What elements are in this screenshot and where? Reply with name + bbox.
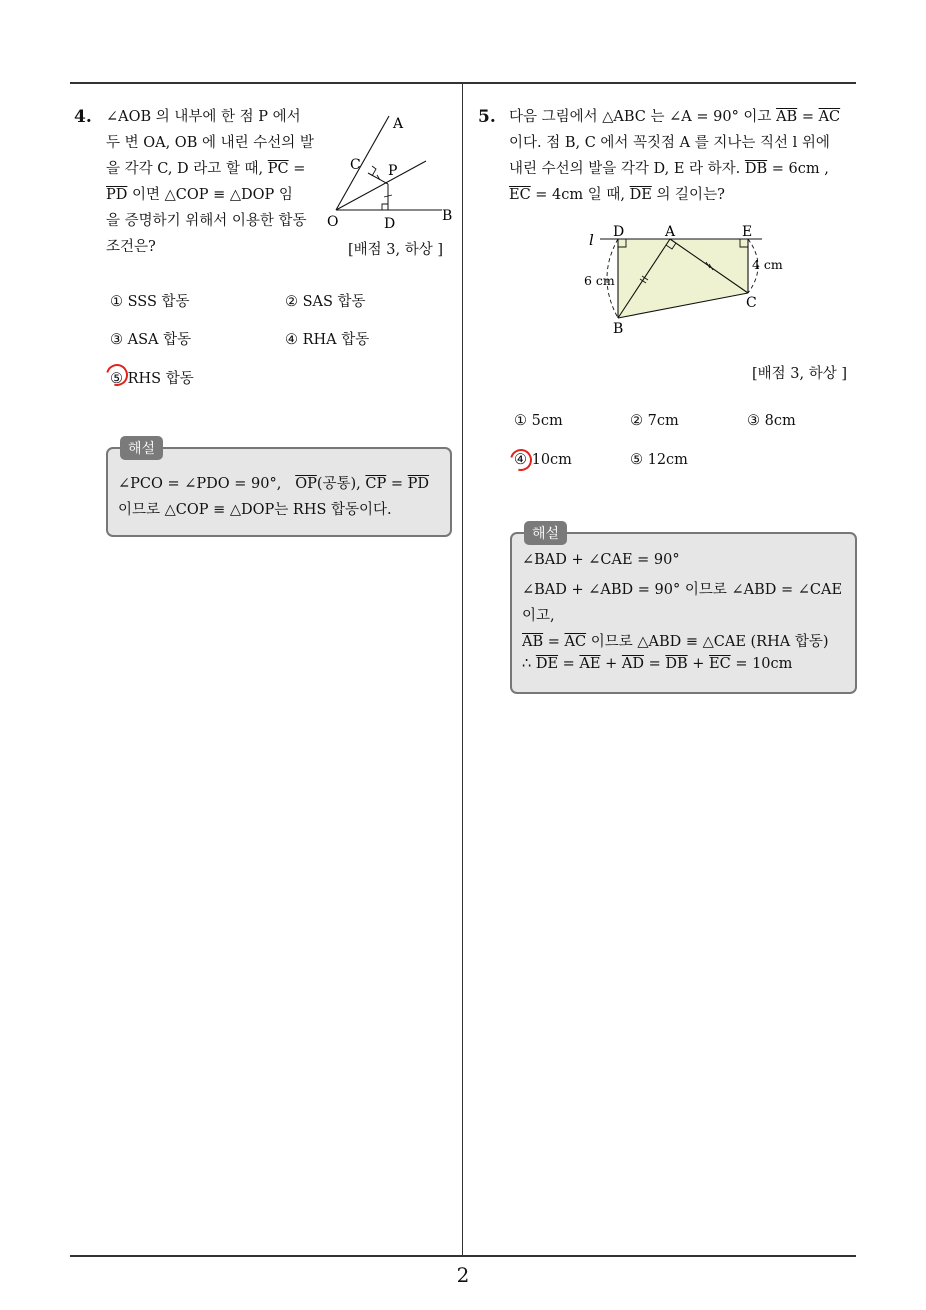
q4-line-3: 을 각각 C, D 라고 할 때, $\overline{PC}$ = [106,161,306,177]
label-l: l [589,231,594,249]
question-4-number: 4. [74,107,92,127]
q5-choice-4[interactable]: ④ 10cm [514,452,572,468]
q4-line-5: 을 증명하기 위해서 이용한 합동 [106,213,307,229]
trapezoid-fill [618,239,748,318]
q4-choice-2[interactable]: ② SAS 합동 [285,294,366,310]
label-a: A [393,116,404,132]
q5-solution-line-4: $\overline{AB} = \overline{AC}$ 이므로 △ABD ≡ △CAE (RHA 합동) [522,634,829,650]
column-divider [462,83,463,1256]
q5-line-2: 이다. 점 B, C 에서 꼭짓점 A 를 지나는 직선 l 위에 [509,135,830,151]
q5-line-4: $\overline{EC} = 4cm$ 일 때, $\overline{DE}$ 의 길이는? [509,187,725,203]
q4-line-1: ∠AOB 의 내부에 한 점 P 에서 [106,109,301,125]
q4-line-2: 두 변 OA, OB 에 내린 수선의 발 [106,135,314,151]
label-p: P [388,163,398,179]
label-b: B [613,321,624,337]
q4-choice-4[interactable]: ④ RHA 합동 [285,332,370,348]
q4-line-6: 조건은? [106,239,156,255]
label-a: A [665,224,676,240]
q5-solution-line-5: ∴ $\overline{DE} = \overline{AE} + \overline{AD} = \overline{DB} + \overline{EC} = 10cm$ [522,656,793,672]
q5-choice-1[interactable]: ① 5cm [514,413,563,429]
label-c: C [350,157,361,173]
question-5-number: 5. [478,107,496,127]
q4-line-4: $\overline{PD}$ 이면 △COP ≡ △DOP 임 [106,187,293,203]
q4-meta: [배점 3, 하상 ] [348,242,444,258]
question-4-text [106,104,316,260]
perp-pc [368,173,388,184]
q4-solution-line-1: ∠PCO = ∠PDO = 90°, $\overline{OP}$(공통), $\overline{CP} = \overline{PD}$ [118,476,430,492]
q4-choice-1[interactable]: ① SSS 합동 [110,294,190,310]
question-5-text [509,104,859,208]
q4-figure [322,104,462,234]
page-number: 2 [456,1263,470,1287]
bottom-rule [70,1255,856,1257]
q4-solution-line-2: 이므로 △COP ≡ △DOP는 RHS 합동이다. [118,502,392,518]
label-6cm: 6 cm [584,273,615,288]
q4-solution-tag: 해설 [120,436,163,460]
q5-choice-2[interactable]: ② 7cm [630,413,679,429]
label-d: D [613,224,625,240]
label-d: D [384,216,396,232]
q5-line-1: 다음 그림에서 △ABC 는 ∠A = 90° 이고 $\overline{AB} = \overline{AC}$ [509,109,841,125]
q5-solution-tag: 해설 [524,521,567,545]
q5-answer-mark [506,445,536,475]
label-e: E [742,224,753,240]
q5-figure [580,222,790,337]
right-angle-c [372,166,376,176]
right-angle-d [382,204,388,210]
q5-choice-3[interactable]: ③ 8cm [747,413,796,429]
label-c: C [746,295,757,311]
q5-choice-5[interactable]: ⑤ 12cm [630,452,688,468]
label-4cm: 4 cm [752,257,783,272]
q4-choice-3[interactable]: ③ ASA 합동 [110,332,192,348]
q5-solution-line-1: ∠BAD + ∠CAE = 90° [522,552,680,568]
label-o: O [327,214,339,230]
q5-line-3: 내린 수선의 발을 각각 D, E 라 하자. $\overline{DB} = 6cm$ , [509,161,829,177]
q5-solution-line-3: 이고, [522,608,555,624]
q5-solution-line-2: ∠BAD + ∠ABD = 90° 이므로 ∠ABD = ∠CAE [522,582,843,598]
label-b: B [442,208,453,224]
q5-meta: [배점 3, 하상 ] [752,366,848,382]
q4-choice-5[interactable]: ⑤ RHS 합동 [110,371,194,387]
